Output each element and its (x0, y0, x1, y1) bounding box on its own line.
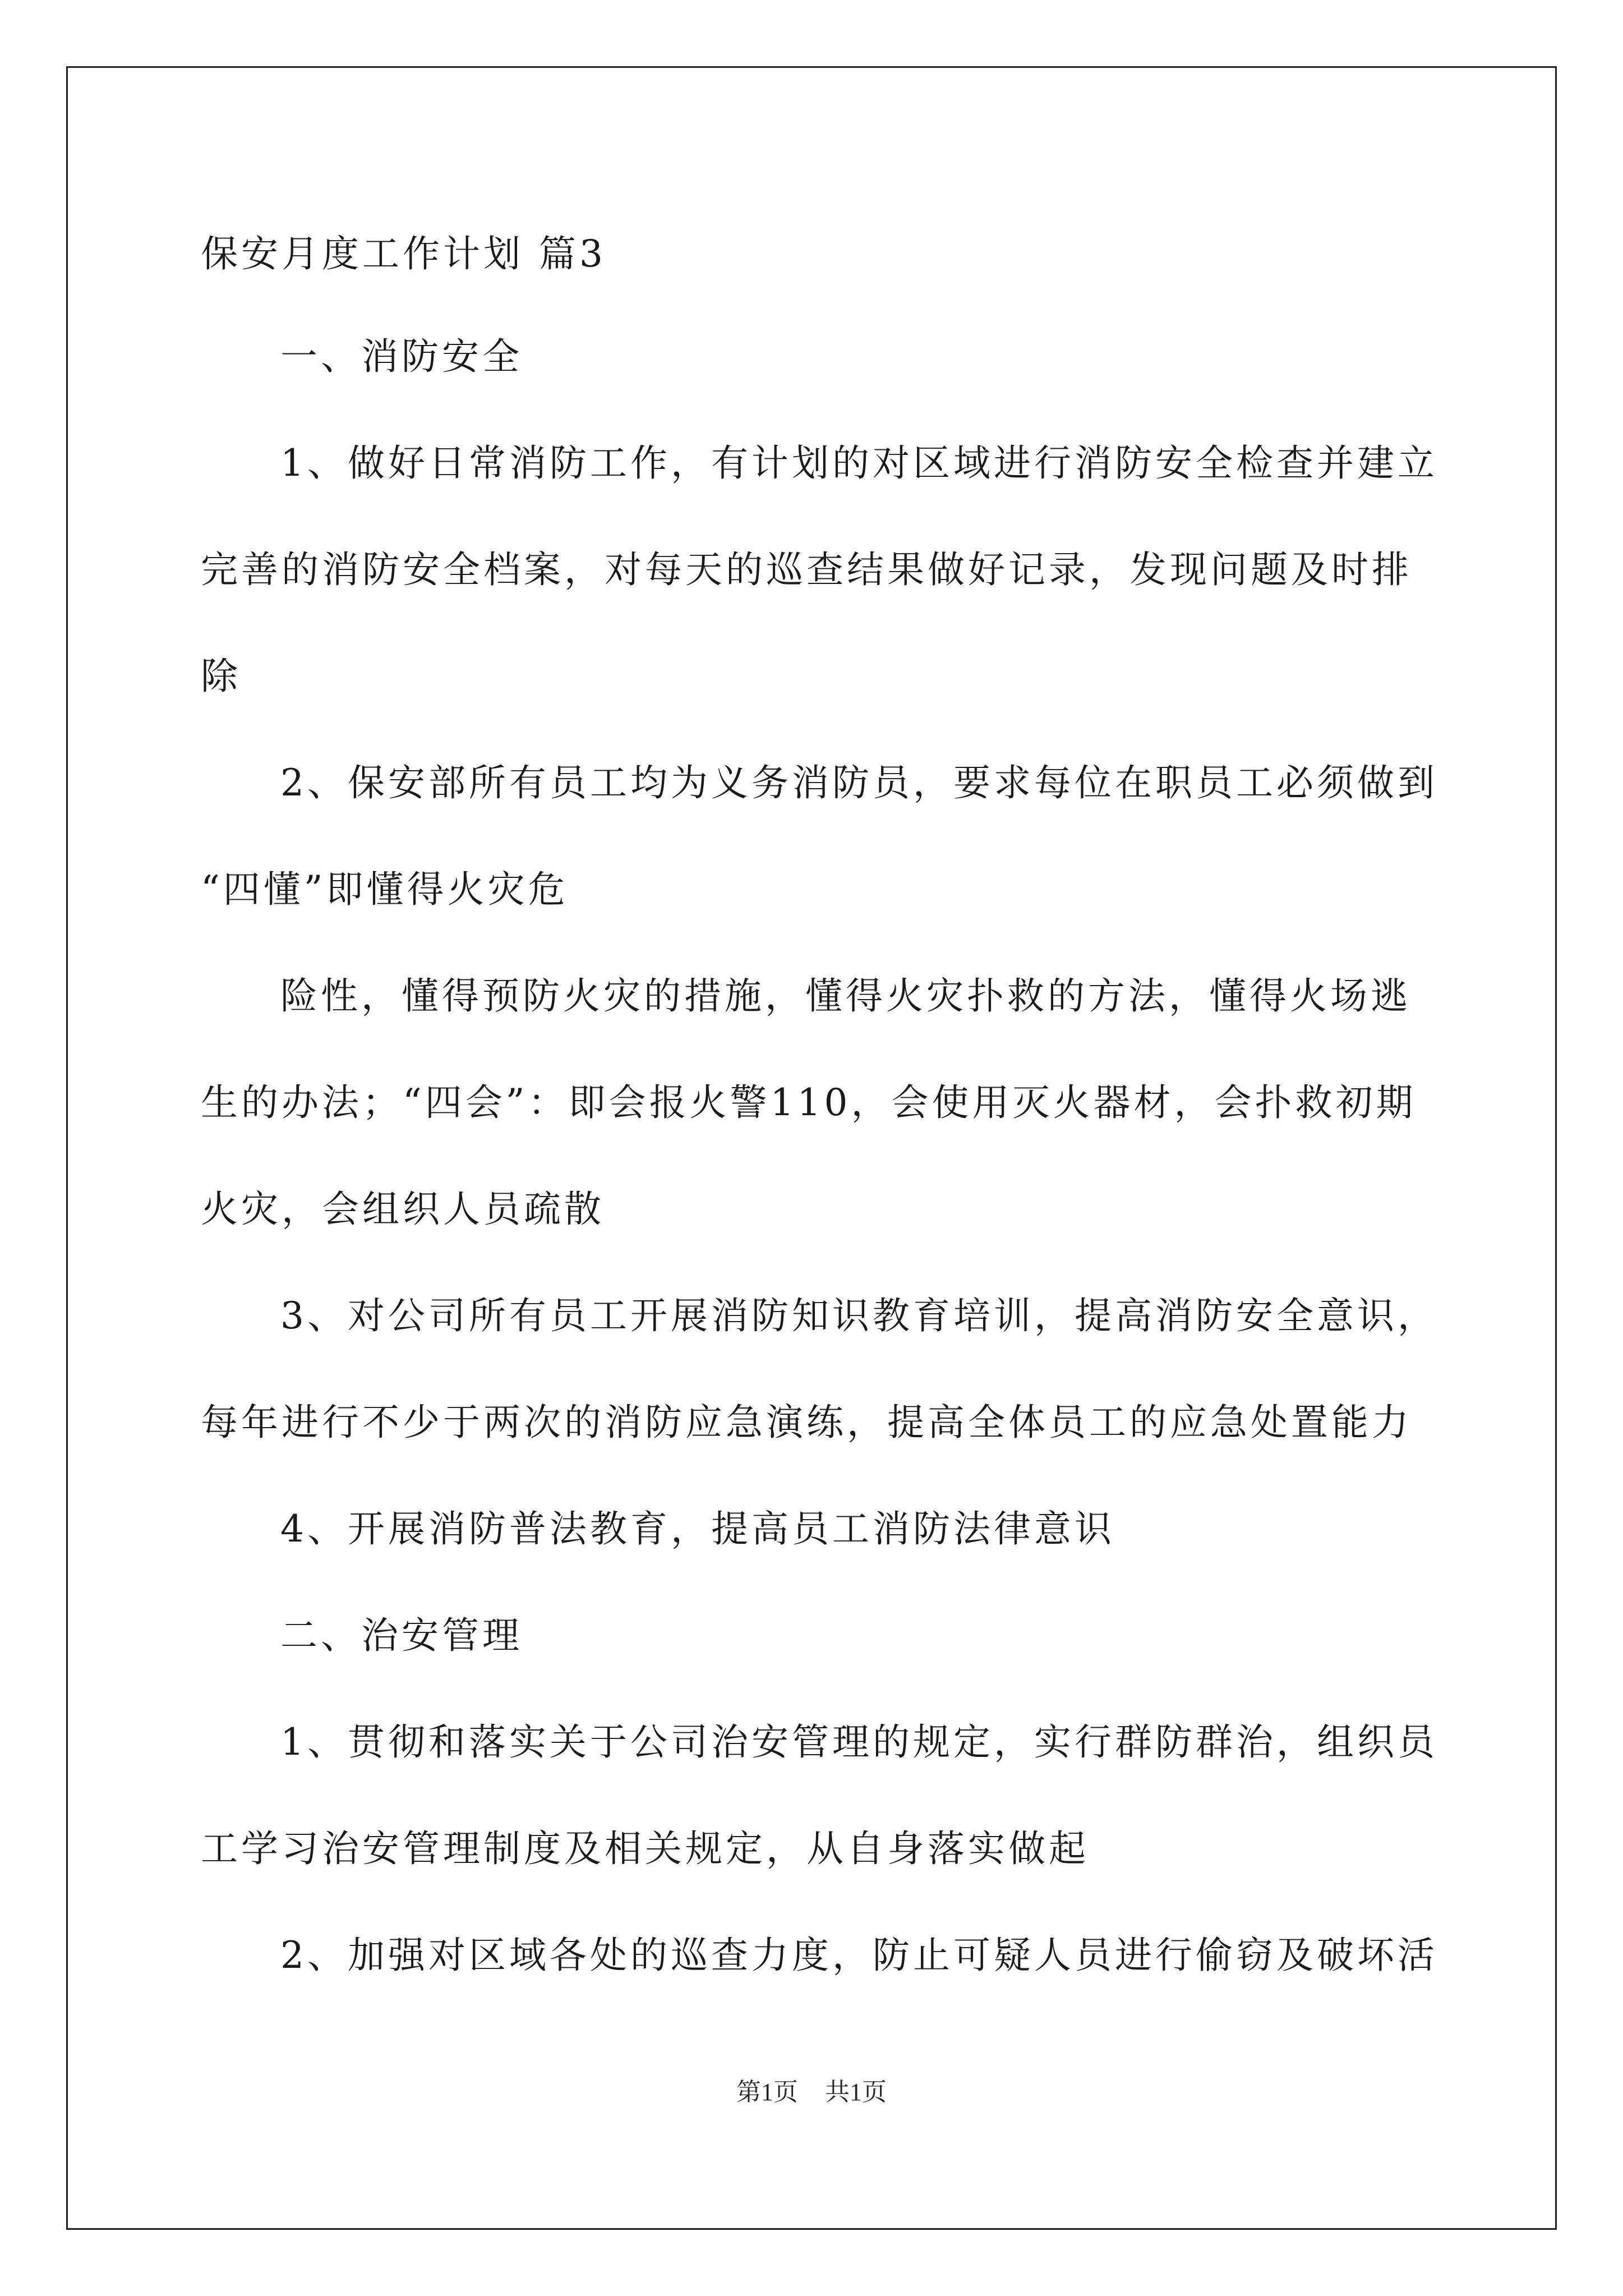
paragraph-line: 1、贯彻和落实关于公司治安管理的规定，实行群防群治，组织员 (280, 1720, 1438, 1764)
page-number: 第1页 (736, 2078, 798, 2106)
section-heading-fire-safety: 一、消防安全 (280, 335, 523, 378)
page-total: 共1页 (825, 2078, 887, 2106)
section-heading-public-security: 二、治安管理 (280, 1614, 523, 1657)
paragraph-line: 除 (201, 655, 241, 698)
paragraph-line: 1、做好日常消防工作，有计划的对区域进行消防安全检查并建立 (280, 441, 1438, 485)
document-title: 保安月度工作计划 篇3 (201, 232, 606, 275)
paragraph-line: 生的办法；“四会”：即会报火警110，会使用灭火器材，会扑救初期 (201, 1081, 1417, 1124)
paragraph-line: 2、加强对区域各处的巡查力度，防止可疑人员进行偷窃及破坏活 (280, 1934, 1438, 1977)
paragraph-line: 完善的消防安全档案，对每天的巡查结果做好记录，发现问题及时排 (201, 548, 1412, 591)
paragraph-line: 4、开展消防普法教育，提高员工消防法律意识 (280, 1507, 1115, 1550)
paragraph-line: 每年进行不少于两次的消防应急演练，提高全体员工的应急处置能力 (201, 1401, 1412, 1444)
page-border (66, 66, 1557, 2230)
page-footer (0, 2076, 1623, 2109)
paragraph-line: 险性，懂得预防火灾的措施，懂得火灾扑救的方法，懂得火场逃 (280, 974, 1411, 1018)
paragraph-line: 2、保安部所有员工均为义务消防员，要求每位在职员工必须做到 (280, 761, 1438, 804)
paragraph-line: “四懂”即懂得火灾危 (201, 868, 569, 911)
paragraph-line: 火灾，会组织人员疏散 (201, 1188, 605, 1231)
paragraph-line: 3、对公司所有员工开展消防知识教育培训，提高消防安全意识， (280, 1294, 1438, 1337)
paragraph-line: 工学习治安管理制度及相关规定，从自身落实做起 (201, 1827, 1089, 1870)
